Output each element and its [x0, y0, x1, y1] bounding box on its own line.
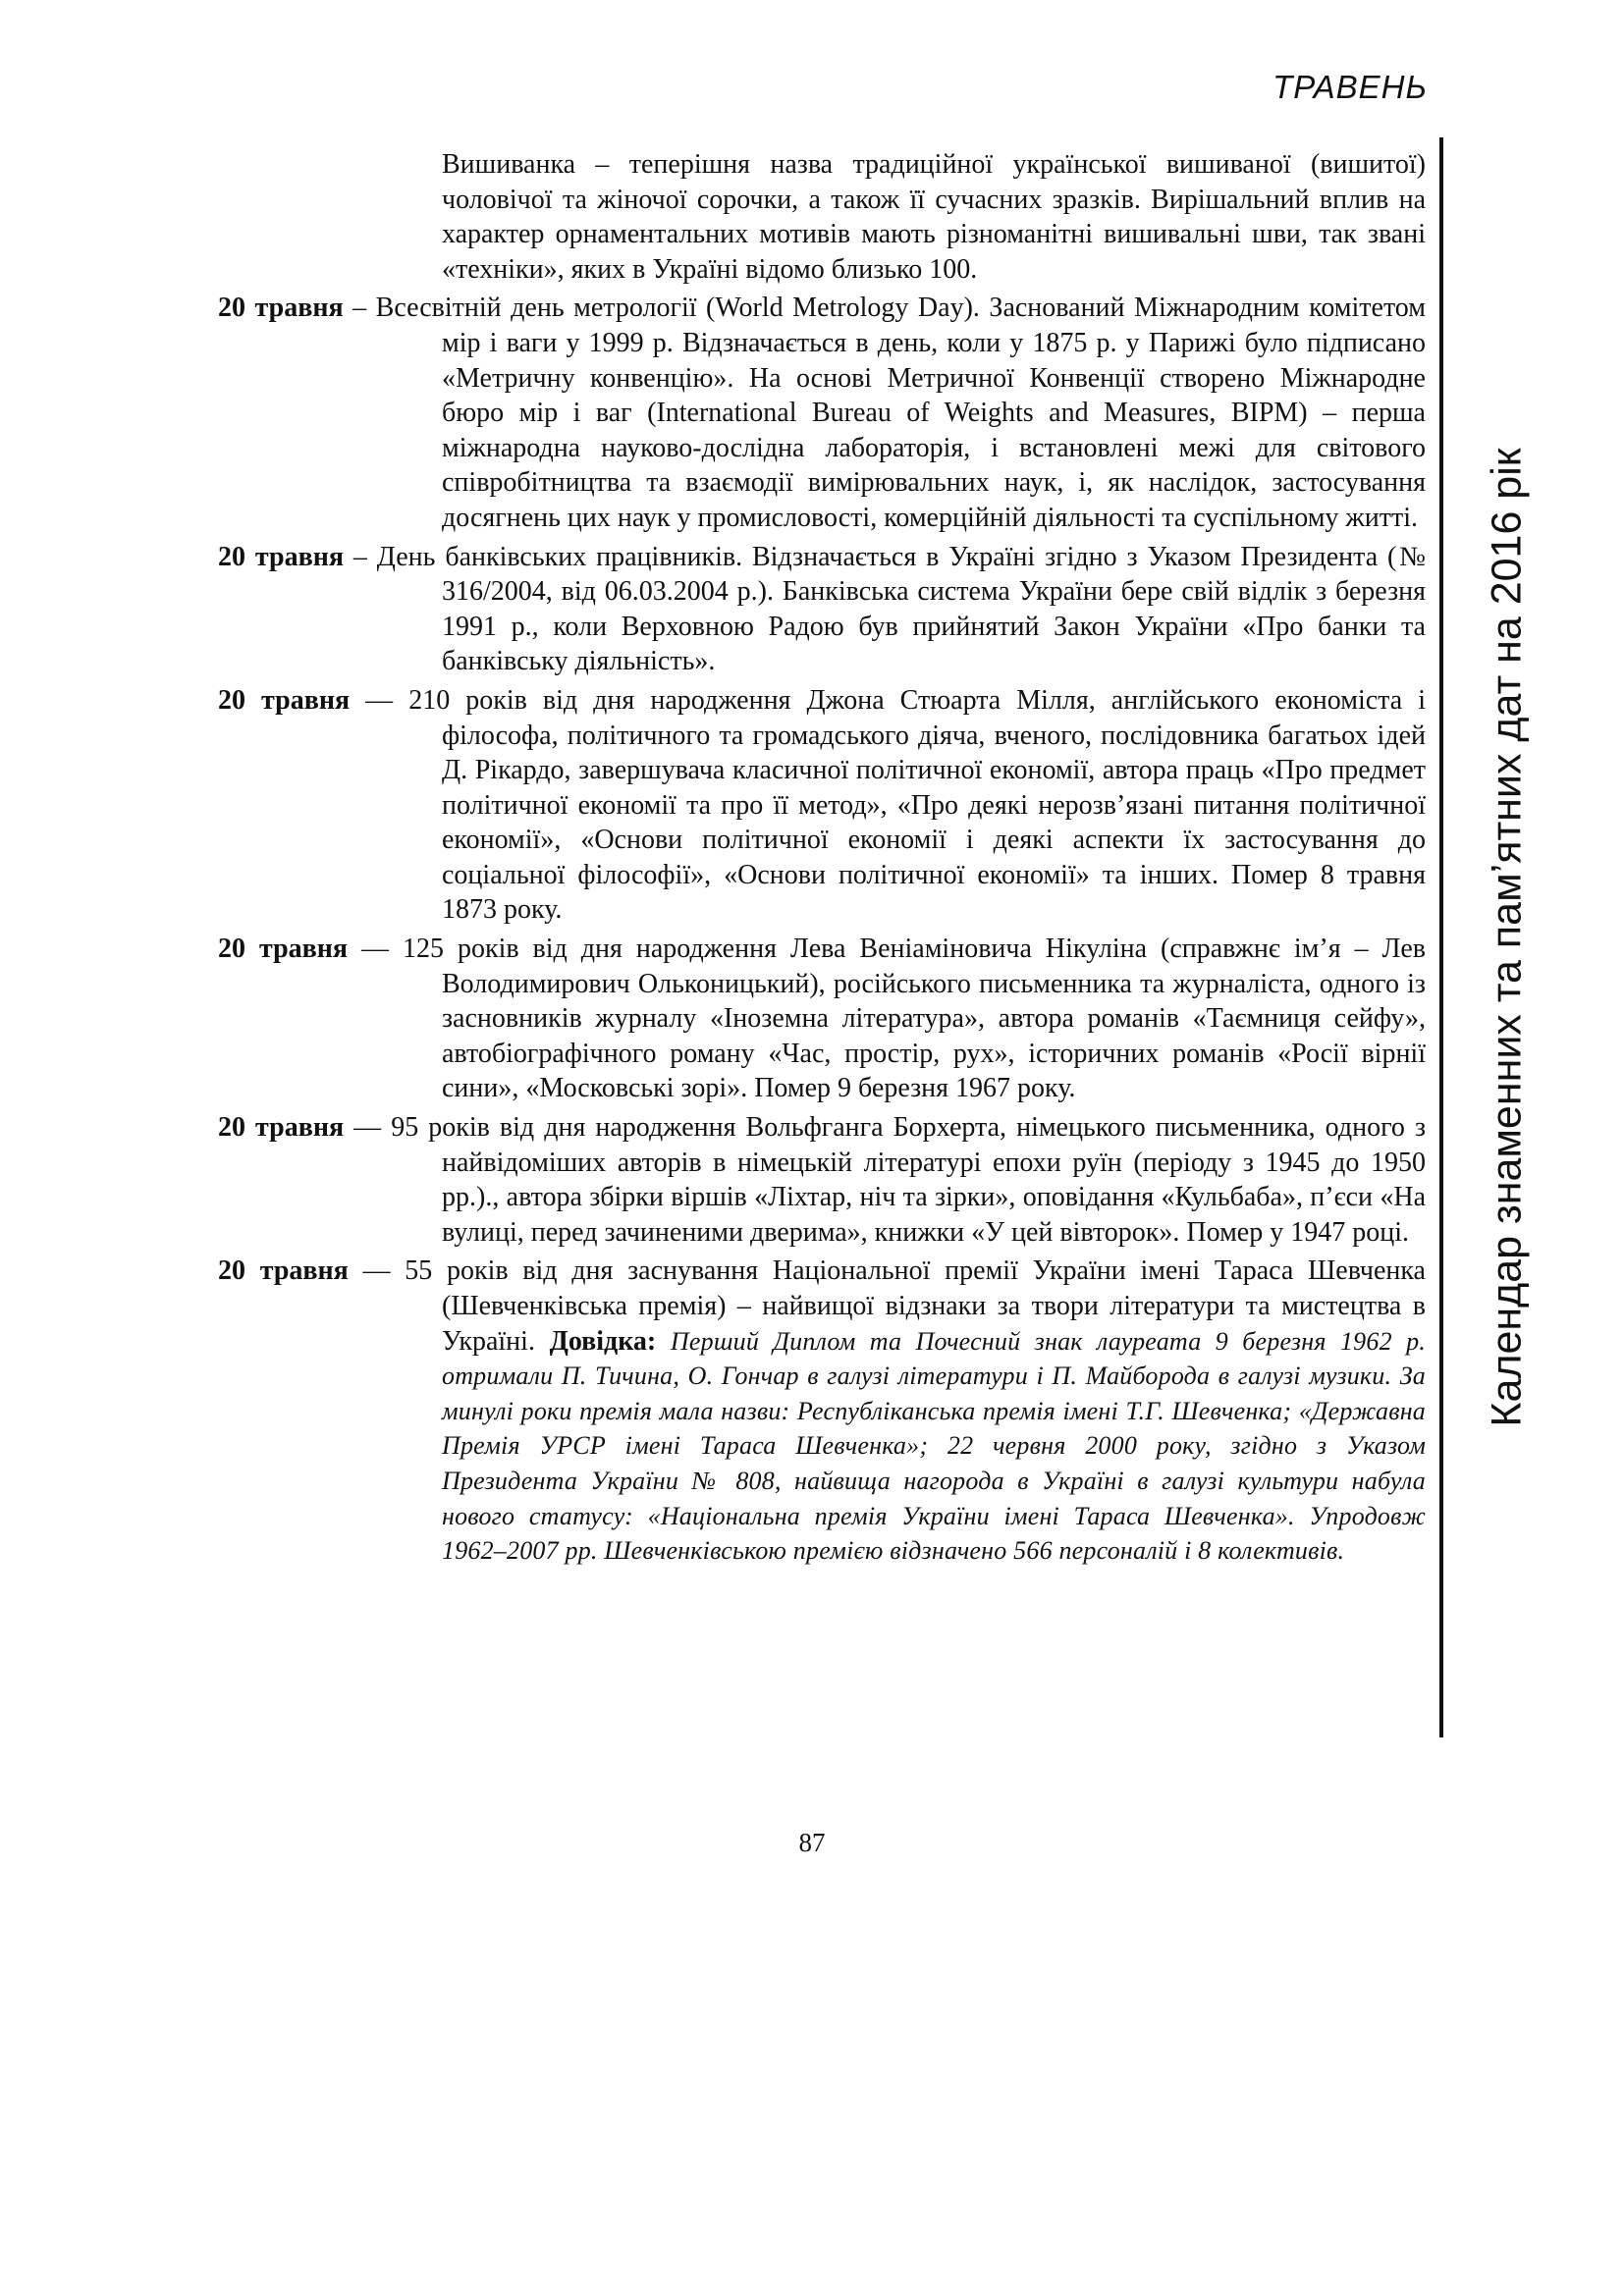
entry-text: День банківських працівників. Відзначається в Україні згідно з Указом Президента (№ 316/2004, від 06.03.2004 р.). Банківська система України бере свій відлік з березня 1991 р., коли Верховною Радою був прийнятий Закон України «Про банки та банківську діяльність».: [376, 541, 1427, 677]
entry-mill: [218, 683, 1426, 928]
entry-date: 20 травня: [218, 541, 344, 572]
running-header: ТРАВЕНЬ: [1272, 69, 1428, 105]
entry-dash: —: [348, 934, 403, 965]
side-title-container: [1473, 137, 1542, 1737]
side-title: Календар знаменних та пам’ятних дат на 2016 рік: [1483, 448, 1531, 1427]
vertical-rule: [1439, 137, 1443, 1737]
entry-date: 20 травня: [218, 293, 344, 324]
entry-borchert: [218, 1110, 1426, 1250]
page-content: [218, 147, 1426, 1573]
entry-date: 20 травня: [218, 1255, 349, 1287]
entry-date: 20 травня: [218, 934, 349, 965]
entry-dash: –: [343, 541, 377, 572]
reference-note: Перший Диплом та Почесний знак лауреата 9 березня 1962 р. отримали П. Тичина, О. Гончар в галузі літератури і П. Майборода в галузі музики. За минулі роки премія мала назви: Республіканська премія імені Т.Г. Шевченка; «Державна Премія УРСР імені Тараса Шевченка»; 22 червня 2000 року, згідно з Указом Президента України № 808, найвища нагорода в Україні в галузі культури набула нового статусу: «Національна премія України імені Тараса Шевченка». Упродовж 1962–2007 рр. Шевченківською премією відзначено 566 персоналій і 8 колективів.: [442, 1326, 1427, 1566]
entry-text: 55 років від дня заснування Національної премії України імені Тараса Шевченка (Шевченківська премія) – найвищої відзнаки за твори літератури та мистецтва в Україні.: [405, 1255, 1426, 1357]
entry-dash: —: [344, 1112, 392, 1144]
entry-text: 95 років від дня народження Вольфганга Борхерта, німецького письменника, одного з найвідоміших авторів в німецькій літературі епохи руїн (періоду з 1945 до 1950 рр.)., автора збірки віршів «Ліхтар, ніч та зірки», оповідання «Кульбаба», п’єси «На вулиці, перед зачиненими дверима», книжки «У цей вівторок». Помер у 1947 році.: [391, 1112, 1427, 1248]
entry-dash: —: [348, 1255, 406, 1287]
entry-text: 125 років від дня народження Лева Веніаміновича Нікуліна (справжнє ім’я – Лев Володимирович Ольконицький), російського письменника та журналіста, одного із засновників журналу «Іноземна література», автора романів «Таємниця сейфу», автобіографічного роману «Час, простір, рух», історичних романів «Росії вірнії сини», «Московські зорі». Помер 9 березня 1967 року.: [403, 934, 1426, 1104]
entry-nikulin: [218, 932, 1426, 1106]
entry-metrology-day: [218, 291, 1426, 535]
page-number: 87: [798, 1828, 826, 1857]
entry-date: 20 травня: [218, 684, 351, 716]
intro-paragraph: Вишиванка – теперішня назва традиційної української вишиваної (вишитої) чоловічої та жіночої сорочки, а також її сучасних зразків. Вирішальний вплив на характер орнаментальних мотивів мають різноманітні вишивальні шви, так звані «техніки», яких в Україні відомо близько 100.: [442, 149, 1426, 285]
entry-text: 210 років від дня народження Джона Стюарта Мілля, англійського економіста і філософа, політичного та громадського діяча, вченого, послідовника багатьох ідей Д. Рікардо, завершувача класичної політичної економії, автора праць «Про предмет політичної економії та про її метод», «Про деякі нерозв’язані питання політичної економії», «Основи політичної економії і деякі аспекти їх застосування до соціальної філософії», «Основи політичної економії» та інших. Помер 8 травня 1873 року.: [408, 684, 1427, 926]
entry-dash: –: [343, 293, 376, 324]
entry-dash: —: [350, 684, 409, 716]
entry-shevchenko-prize: [218, 1254, 1426, 1568]
entry-text: Всесвітній день метрології (World Metrology Day). Заснований Міжнародним комітетом мір і ваги у 1999 р. Відзначається в день, коли у 1875 р. у Парижі було підписано «Метричну конвенцію». На основі Метричної Конвенції створено Міжнародне бюро мір і ваг (International Bureau of Weights and Measures, BIPM) – перша міжнародна науково-дослідна лабораторія, і встановлені межі для світового співробітництва та взаємодії вимірювальних наук, і, як наслідок, застосування досягнень цих наук у промисловості, комерційній діяльності та суспільному житті.: [375, 293, 1426, 533]
reference-label: Довідка:: [549, 1325, 671, 1357]
entry-date: 20 травня: [218, 1112, 345, 1144]
entry-bankers-day: [218, 540, 1426, 679]
